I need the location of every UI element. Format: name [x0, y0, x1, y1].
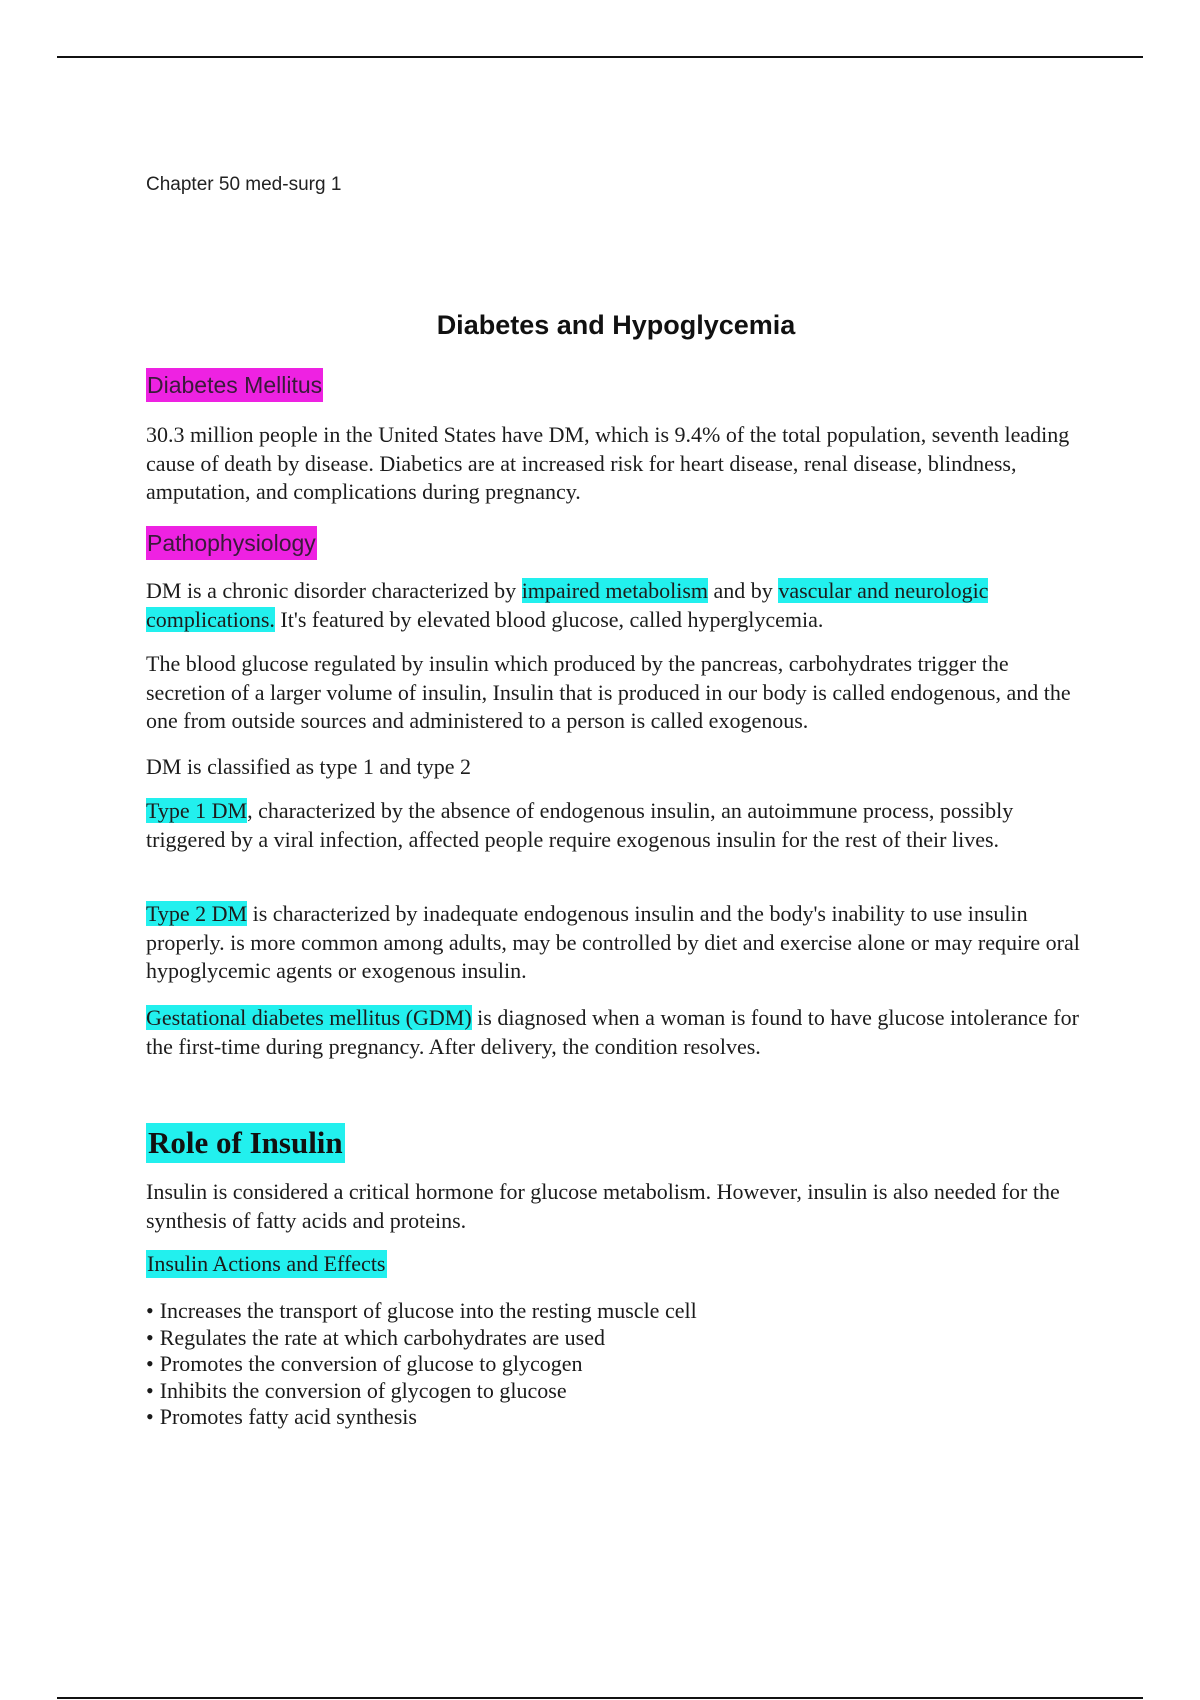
patho-p1-before: DM is a chronic disorder characterized by: [146, 578, 522, 603]
list-item: • Regulates the rate at which carbohydrates are used: [146, 1325, 697, 1352]
gdm-paragraph: [146, 1004, 1086, 1061]
patho-paragraph-2: The blood glucose regulated by insulin which produced by the pancreas, carbohydrates trigger the secretion of a larger volume of insulin, Insulin that is produced in our body is called endogenous, and the one from outside sources and administered to a person is called exogenous.: [146, 651, 1071, 733]
list-item: • Inhibits the conversion of glycogen to glucose: [146, 1378, 697, 1405]
heading-pathophysiology: Pathophysiology: [146, 526, 317, 560]
type1-paragraph: [146, 797, 1086, 854]
type1-text: , characterized by the absence of endogenous insulin, an autoimmune process, possibly triggered by a viral infection, affected people require exogenous insulin for the rest of their lives.: [146, 798, 1014, 852]
heading-diabetes-mellitus: Diabetes Mellitus: [146, 368, 323, 402]
patho-p1-after: It's featured by elevated blood glucose, called hyperglycemia.: [274, 606, 824, 632]
patho-paragraph-3: DM is classified as type 1 and type 2: [146, 754, 472, 779]
list-item: • Promotes the conversion of glucose to glycogen: [146, 1351, 697, 1378]
list-item: • Promotes fatty acid synthesis: [146, 1404, 697, 1431]
highlight-type2: Type 2 DM: [146, 901, 248, 926]
highlight-type1: Type 1 DM: [146, 798, 248, 823]
list-item: • Increases the transport of glucose into the resting muscle cell: [146, 1298, 697, 1325]
highlight-impaired-metabolism: impaired metabolism: [521, 578, 709, 603]
insulin-paragraph: Insulin is considered a critical hormone for glucose metabolism. However, insulin is also needed for the synthesis of fatty acids and proteins.: [146, 1179, 1060, 1233]
patho-paragraph-1: [146, 577, 1086, 634]
patho-p1-mid: and by: [708, 578, 779, 603]
document-title: Diabetes and Hypoglycemia: [436, 310, 796, 340]
highlight-gdm: Gestational diabetes mellitus (GDM): [146, 1005, 472, 1030]
heading-role-of-insulin: Role of Insulin: [146, 1123, 345, 1163]
type2-paragraph: [146, 900, 1086, 986]
dm-paragraph: 30.3 million people in the United States have DM, which is 9.4% of the total population, seventh leading cause of death by disease. Diabetics are at increased risk for heart disease, renal disease, blindness, amputation, and complications during pregnancy.: [146, 422, 1070, 504]
bottom-rule: [57, 1697, 1143, 1699]
type2-text: is characterized by inadequate endogenous insulin and the body's inability to use insulin properly. is more common among adults, may be controlled by diet and exercise alone or may require oral hypoglycemic agents or exogenous insulin.: [146, 901, 1080, 983]
gdm-text: is diagnosed when a woman is found to have glucose intolerance for the first-time during pregnancy. After delivery, the condition resolves.: [146, 1005, 1079, 1059]
chapter-label: Chapter 50 med-surg 1: [146, 174, 342, 195]
insulin-actions-list: [146, 1298, 697, 1431]
top-rule: [57, 56, 1143, 58]
heading-insulin-actions: Insulin Actions and Effects: [147, 1251, 386, 1276]
highlight-vascular-complications: vascular and neurologic complications.: [146, 578, 989, 632]
